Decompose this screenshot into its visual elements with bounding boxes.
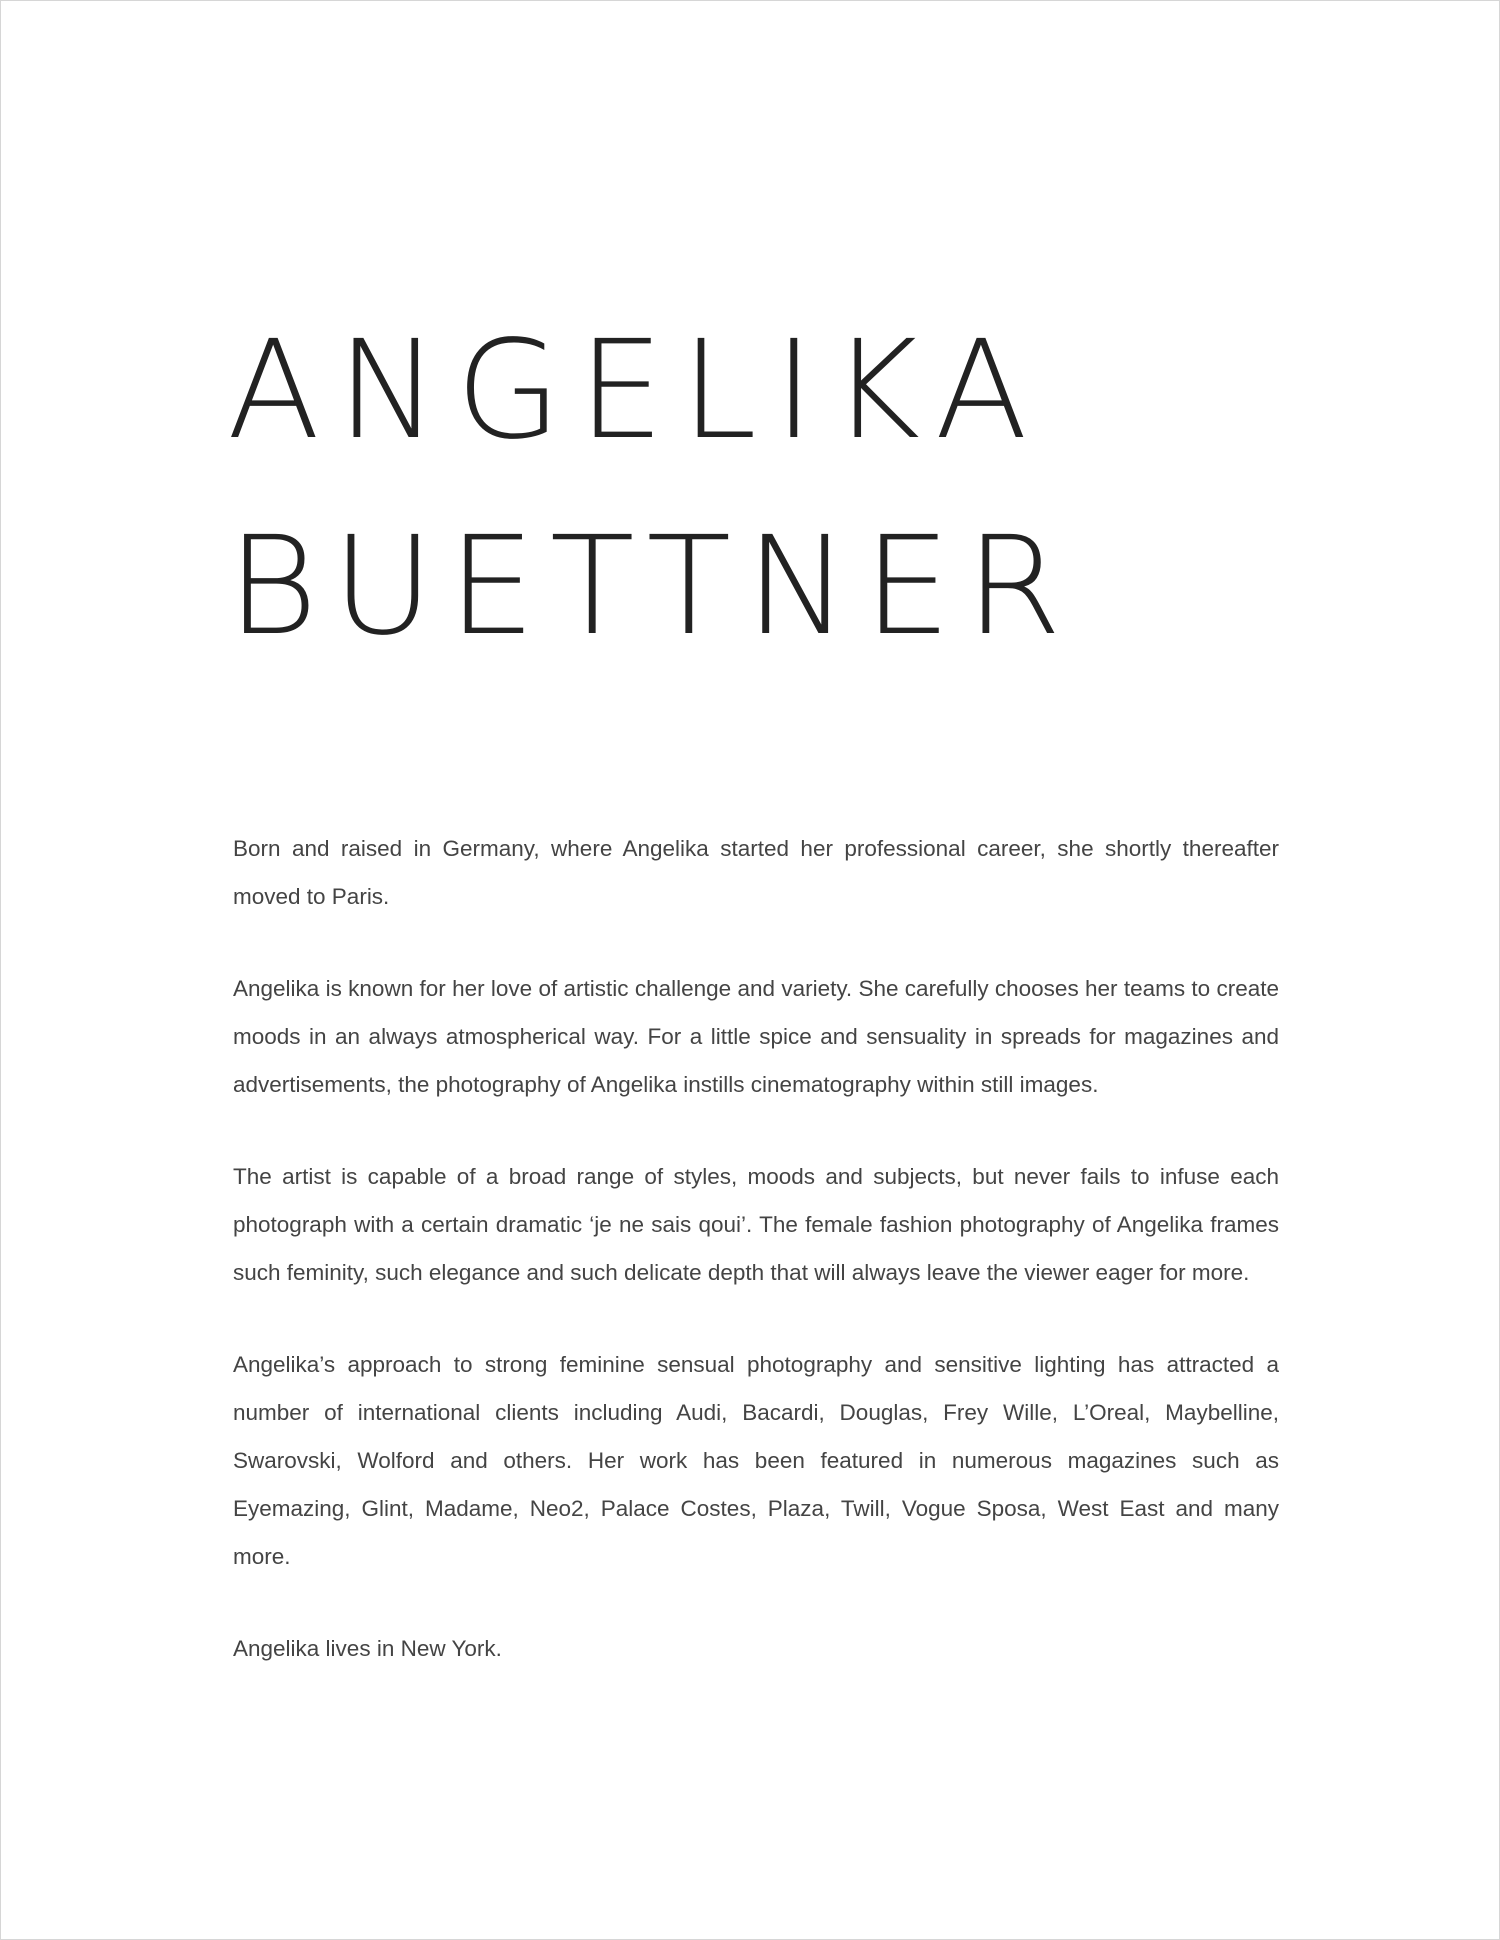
biography-text [233,825,1279,1717]
artist-name-heading [227,293,1287,685]
bio-paragraph-range: The artist is capable of a broad range of styles, moods and subjects, but never fails to infuse each photograph with a certain dramatic ‘je ne sais qoui’. The female fashion photography of Angelika frames such feminity, such elegance and such delicate depth that will always leave the viewer eager for more. [233,1164,1279,1285]
artist-first-name: ANGELIKA [227,312,1045,470]
bio-paragraph-origin: Born and raised in Germany, where Angelika started her professional career, she shortly thereafter moved to Paris. [233,836,1279,909]
bio-paragraph-style: Angelika is known for her love of artistic challenge and variety. She carefully chooses her teams to create moods in an always atmospherical way. For a little spice and sensuality in spreads for magazines and advertisements, the photography of Angelika instills cinematography within still images. [233,976,1279,1097]
artist-last-name: BUETTNER [227,508,1077,666]
bio-paragraph-residence: Angelika lives in New York. [233,1636,502,1661]
bio-paragraph-clients: Angelika’s approach to strong feminine sensual photography and sensitive lighting has attracted a number of international clients including Audi, Bacardi, Douglas, Frey Wille, L’Oreal, Maybelline, Swarovski, Wolford and others. Her work has been featured in numerous magazines such as Eyemazing, Glint, Madame, Neo2, Palace Costes, Plaza, Twill, Vogue Sposa, West East and many more. [233,1352,1279,1569]
